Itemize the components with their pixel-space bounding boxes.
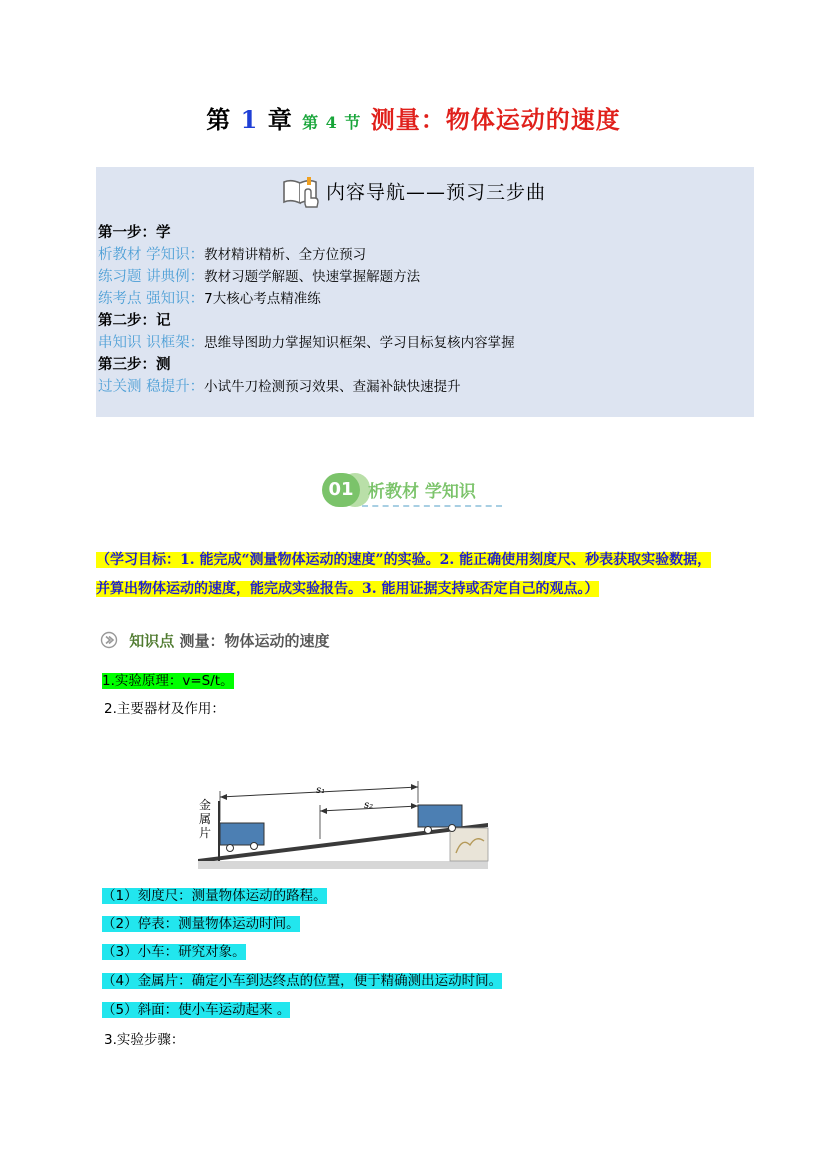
nav-row-text: 教材习题学解题、快速掌握解题方法 [204, 269, 421, 285]
equipment-item-text: （5）斜面：使小车运动起来 。 [102, 1002, 291, 1018]
diagram-label-metal: 金属片 [199, 798, 212, 840]
title-chapter-num: 1 [240, 105, 259, 134]
steps-heading: 3.实验步骤： [104, 1032, 185, 1048]
principle-text: 1.实验原理：v=S/t。 [102, 673, 234, 689]
equipment-item [102, 998, 290, 1018]
book-pointer-icon [281, 174, 321, 208]
equipment-item [102, 912, 300, 932]
equipment-item [102, 940, 246, 960]
nav-row-label: 过关测 稳提升： [98, 379, 205, 395]
nav-row [98, 244, 748, 266]
incline-cart-diagram [192, 775, 498, 869]
title-prefix: 第 [206, 105, 232, 134]
navigation-heading [0, 174, 827, 210]
equipment-item-text: （2）停表：测量物体运动时间。 [102, 916, 300, 932]
nav-row-text: 思维导图助力掌握知识框架、学习目标复核内容掌握 [204, 335, 515, 351]
learning-goal-line1: （学习目标：1. 能完成“测量物体运动的速度”的实验。2. 能正确使用刻度尺、秒表获取实验数据， [96, 552, 712, 568]
nav-row-step2 [98, 310, 748, 332]
arrow-circle-icon [100, 631, 118, 649]
title-chapter-suffix: 章 [267, 105, 293, 134]
step-label: 第二步：记 [98, 312, 171, 329]
nav-row [98, 266, 748, 288]
equipment-item-text: （3）小车：研究对象。 [102, 944, 246, 960]
nav-row-text: 7大核心考点精准练 [204, 291, 321, 307]
badge-label: 析教材 学知识 [368, 482, 476, 502]
step-label: 第三步：测 [98, 356, 171, 373]
nav-row-step1 [98, 222, 748, 244]
equipment-heading: 2.主要器材及作用： [104, 701, 225, 717]
equipment-item-text: （4）金属片：确定小车到达终点的位置，便于精确测出运动时间。 [102, 973, 503, 989]
nav-row-label: 串知识 识框架： [98, 335, 205, 351]
equipment-item [102, 884, 327, 904]
badge-underline [362, 505, 502, 507]
navigation-heading-text: 内容导航——预习三步曲 [326, 181, 547, 204]
equipment-item-text: （1）刻度尺：测量物体运动的路程。 [102, 888, 327, 904]
learning-goal-line2: 并算出物体运动的速度，能完成实验报告。3. 能用证据支持或否定自己的观点。） [96, 581, 599, 597]
nav-row-label: 析教材 学知识： [98, 247, 205, 263]
knowledge-point-title: 测量：物体运动的速度 [179, 632, 330, 650]
equipment-item [102, 969, 502, 989]
section-badge [322, 471, 512, 511]
nav-row [98, 288, 748, 310]
nav-row-step3 [98, 354, 748, 376]
principle-line [102, 669, 234, 689]
navigation-steps [98, 222, 748, 398]
badge-number: 01 [322, 473, 360, 507]
nav-row-label: 练考点 强知识： [98, 291, 205, 307]
nav-row [98, 332, 748, 354]
nav-row-text: 小试牛刀检测预习效果、查漏补缺快速提升 [204, 379, 461, 395]
knowledge-point-heading [100, 630, 330, 651]
page-title [0, 100, 827, 135]
learning-goal [96, 546, 756, 604]
knowledge-point-prefix: 知识点 [129, 632, 175, 650]
step-label: 第一步：学 [98, 224, 171, 241]
nav-row [98, 376, 748, 398]
diagram-label-s2: s₂ [364, 800, 374, 811]
diagram-label-s1: s₁ [316, 785, 326, 796]
title-section: 第 4 节 [302, 113, 362, 132]
nav-row-text: 教材精讲精析、全方位预习 [204, 247, 367, 263]
title-topic: 测量：物体运动的速度 [370, 105, 621, 134]
nav-row-label: 练习题 讲典例： [98, 269, 205, 285]
